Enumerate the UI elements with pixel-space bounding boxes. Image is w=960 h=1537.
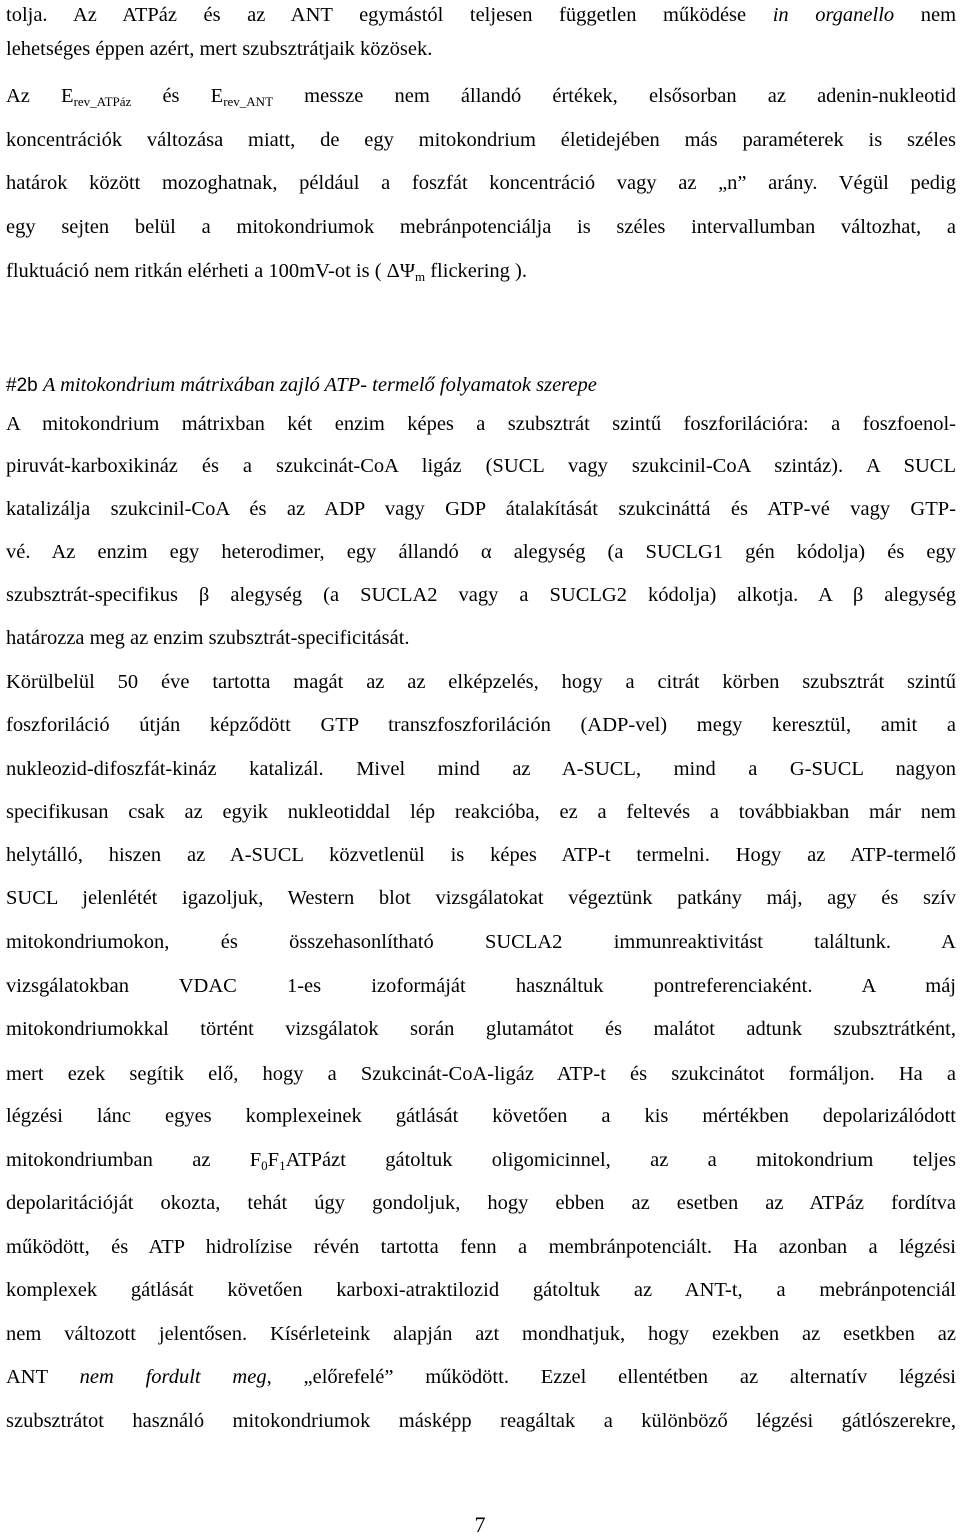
text-line	[6, 1145, 956, 1175]
text-run: és E	[131, 85, 224, 107]
text-line: lehetséges éppen azért, mert szubsztrátjaik közösek.	[6, 38, 433, 60]
text-run: flickering ).	[425, 260, 527, 282]
subscript: rev_ATPáz	[73, 94, 132, 109]
text-line: depolaritációját okozta, tehát úgy gondoljuk, hogy ebben az esetben az ATPáz fordítva	[6, 1192, 956, 1214]
text-line	[6, 81, 956, 111]
text-line: légzési lánc egyes komplexeinek gátlását követően a kis mértékben depolarizálódott	[6, 1105, 956, 1127]
text-line: mitokondriumokkal történt vizsgálatok során glutamátot és malátot adtunk szubsztrátként,	[6, 1018, 956, 1040]
subscript: m	[414, 269, 426, 284]
text-line: mert ezek segítik elő, hogy a Szukcinát-CoA-ligáz ATP-t és szukcinátot formáljon. Ha a	[6, 1063, 956, 1085]
text-line: katalizálja szukcinil-CoA és az ADP vagy GDP átalakítását szukcináttá és ATP-vé vagy GTP-	[6, 498, 956, 520]
text-line: piruvát-karboxikináz és a szukcinát-CoA ligáz (SUCL vagy szukcinil-CoA szintáz). A SUCL	[6, 455, 956, 477]
italic-text: in organello	[772, 4, 895, 26]
subscript: rev_ANT	[223, 94, 274, 109]
text-line: SUCL jelenlétét igazoljuk, Western blot vizsgálatokat végeztünk patkány máj, agy és szív	[6, 887, 956, 909]
text-run: ATPázt gátoltuk oligomicinnel, az a mitokondrium teljes	[285, 1149, 956, 1171]
text-run: ANT	[6, 1366, 48, 1388]
text-line	[6, 1362, 956, 1392]
text-line: A mitokondrium mátrixban két enzim képes a szubsztrát szintű foszforilációra: a foszfoenol-	[6, 413, 956, 435]
text-line: koncentrációk változása miatt, de egy mitokondrium életidejében más paraméterek is széles	[6, 129, 956, 151]
italic-text: nem fordult meg	[79, 1366, 267, 1388]
page-number: 7	[474, 1512, 486, 1537]
text-line: foszforiláció útján képződött GTP transzfoszforiláción (ADP-vel) megy keresztül, amit a	[6, 714, 956, 736]
section-heading	[6, 370, 956, 400]
text-line: szubsztrátot használó mitokondriumok másképp reagáltak a különböző légzési gátlószerekre,	[6, 1410, 956, 1432]
text-line: működött, és ATP hidrolízise révén tartotta fenn a membránpotenciált. Ha azonban a légzési	[6, 1236, 956, 1258]
subscript: 0	[261, 1158, 268, 1173]
text-line: határozza meg az enzim szubsztrát-specificitását.	[6, 627, 410, 649]
text-run: , „előrefelé” működött. Ezzel ellentétben az alternatív légzési	[266, 1366, 956, 1388]
text-line: helytálló, hiszen az A-SUCL közvetlenül is képes ATP-t termelni. Hogy az ATP-termelő	[6, 844, 956, 866]
text-run: mitokondriumban az F	[6, 1149, 262, 1171]
section-number: #2b	[6, 375, 38, 396]
text-line: határok között mozoghatnak, például a foszfát koncentráció vagy az „n” arány. Végül pedig	[6, 172, 956, 194]
text-line: egy sejten belül a mitokondriumok mebránpotenciálja is széles intervallumban változhat, a	[6, 216, 956, 238]
text-run: nem	[920, 4, 957, 26]
text-line	[6, 256, 956, 286]
text-line	[6, 0, 956, 30]
text-line: specifikusan csak az egyik nukleotiddal lép reakcióba, ez a feltevés a továbbiakban már nem	[6, 801, 956, 823]
text-line: mitokondriumokon, és összehasonlítható SUCLA2 immunreaktivitást találtunk. A	[6, 931, 956, 953]
text-run: fluktuáció nem ritkán elérheti a 100mV-ot is ( ΔΨ	[6, 260, 415, 282]
text-line: nem változott jelentősen. Kísérleteink alapján azt mondhatjuk, hogy ezekben az esetkben az	[6, 1323, 956, 1345]
text-run: Az E	[6, 85, 74, 107]
text-line: vé. Az enzim egy heterodimer, egy állandó α alegység (a SUCLG1 gén kódolja) és egy	[6, 541, 956, 563]
text-line: vizsgálatokban VDAC 1-es izoformáját használtuk pontreferenciaként. A máj	[6, 975, 956, 997]
text-line: Körülbelül 50 éve tartotta magát az az elképzelés, hogy a citrát körben szubsztrát szintű	[6, 671, 956, 693]
text-run: F	[267, 1149, 280, 1171]
text-line: nukleozid-difoszfát-kináz katalizál. Mivel mind az A-SUCL, mind a G-SUCL nagyon	[6, 758, 956, 780]
text-run: messze nem állandó értékek, elsősorban az adenin-nukleotid	[273, 85, 956, 107]
subscript: 1	[279, 1158, 286, 1173]
text-line: komplexek gátlását követően karboxi-atraktilozid gátoltuk az ANT-t, a mebránpotenciál	[6, 1279, 956, 1301]
section-title: A mitokondrium mátrixában zajló ATP- termelő folyamatok szerepe	[42, 374, 597, 396]
text-run: tolja. Az ATPáz és az ANT egymástól teljesen független működése	[6, 4, 747, 26]
text-line: szubsztrát-specifikus β alegység (a SUCLA2 vagy a SUCLG2 kódolja) alkotja. A β alegység	[6, 584, 956, 606]
